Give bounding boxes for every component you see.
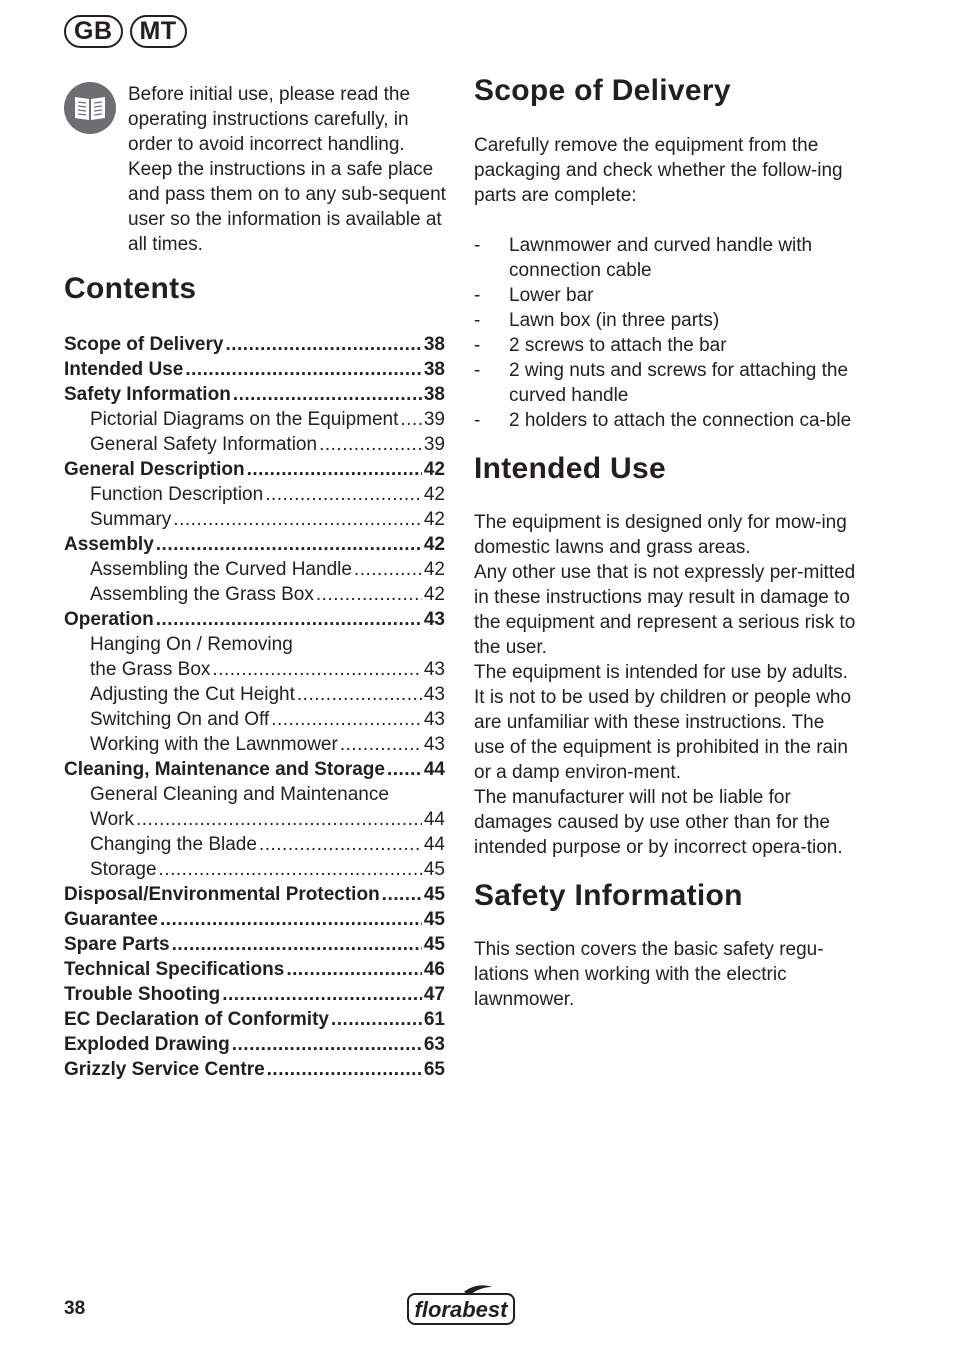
safety-title: Safety Information	[474, 879, 743, 912]
toc-entry	[64, 507, 445, 532]
toc-entry-page: 65	[423, 1059, 445, 1080]
toc-entry-label: General Cleaning and Maintenance	[90, 784, 389, 805]
toc-entry-page: 42	[423, 509, 445, 530]
toc-entry-page: 42	[423, 459, 445, 480]
toc-entry	[64, 407, 445, 432]
right-column	[474, 70, 858, 1012]
toc-entry-label: Intended Use	[64, 359, 184, 380]
logo-text: florabest	[414, 1297, 508, 1322]
toc-entry-label: Assembling the Grass Box	[90, 584, 314, 605]
toc-entry-page: 43	[423, 734, 445, 755]
toc-entry	[64, 732, 445, 757]
intended-use-body	[474, 510, 858, 860]
toc-entry-page: 42	[423, 584, 445, 605]
toc-entry-label: Disposal/Environmental Protection	[64, 884, 380, 905]
toc-entry	[64, 907, 445, 932]
list-item: - 2 holders to attach the connection ca-ble	[474, 410, 852, 431]
toc-dot-leader	[247, 457, 422, 482]
toc-entry	[64, 1007, 445, 1032]
list-item: - 2 screws to attach the bar	[474, 335, 727, 356]
toc-entry-page: 47	[423, 984, 445, 1005]
toc-entry-label: Guarantee	[64, 909, 158, 930]
scope-intro: Carefully remove the equipment from the packaging and check whether the follow-ing parts are complete:	[474, 135, 843, 206]
toc-entry-page: 39	[423, 434, 445, 455]
toc-dot-leader	[156, 607, 422, 632]
toc-entry-label: EC Declaration of Conformity	[64, 1009, 329, 1030]
safety-text: This section covers the basic safety regu-lations when working with the electric lawnmower.	[474, 939, 824, 1010]
list-item: - Lawnmower and curved handle with connection cable	[474, 235, 813, 281]
toc-entry-label: General Safety Information	[90, 434, 318, 455]
toc-entry-label: Assembling the Curved Handle	[90, 559, 352, 580]
toc-dot-leader	[267, 1057, 422, 1082]
intended-use-paragraph: Any other use that is not expressly per-mitted in these instructions may result in damage to the equipment and represent a serious risk to the user.	[474, 562, 856, 658]
toc-entry	[64, 432, 445, 457]
toc-dot-leader	[271, 707, 422, 732]
list-item: - 2 wing nuts and screws for attaching the curved handle	[474, 360, 849, 406]
toc-entry-page: 45	[423, 859, 445, 880]
toc-dot-leader	[297, 682, 422, 707]
toc-entry-label: Hanging On / Removing	[90, 634, 293, 655]
toc-dot-leader	[354, 557, 422, 582]
language-badge-mt: MT	[130, 15, 187, 48]
toc-entry-label: Work	[90, 809, 134, 830]
toc-entry-page: 42	[423, 534, 445, 555]
toc-entry-page: 39	[423, 409, 445, 430]
toc-dot-leader	[212, 657, 421, 682]
page-number: 38	[64, 1298, 86, 1319]
toc-dot-leader	[136, 807, 422, 832]
toc-dot-leader	[387, 757, 422, 782]
intended-use-paragraph: The equipment is designed only for mow-ing domestic lawns and grass areas.	[474, 512, 847, 558]
toc-entry-page: 38	[423, 359, 445, 380]
toc-entry-label: Storage	[90, 859, 157, 880]
toc-entry-page: 43	[423, 709, 445, 730]
toc-entry	[64, 857, 445, 882]
language-badge-gb: GB	[64, 15, 123, 48]
toc-dot-leader	[233, 382, 422, 407]
toc-entry-page: 42	[423, 484, 445, 505]
toc-entry-label: Assembly	[64, 534, 154, 555]
toc-entry-page: 63	[423, 1034, 445, 1055]
toc-dot-leader	[319, 432, 422, 457]
toc-entry	[64, 682, 445, 707]
toc-entry	[64, 607, 445, 632]
toc-entry-label: Spare Parts	[64, 934, 170, 955]
toc-entry-label: Working with the Lawnmower	[90, 734, 338, 755]
toc-entry	[64, 882, 445, 907]
toc-dot-leader	[265, 482, 422, 507]
toc-dot-leader	[382, 882, 422, 907]
toc-dot-leader	[286, 957, 422, 982]
toc-entry-label: Adjusting the Cut Height	[90, 684, 295, 705]
toc-dot-leader	[340, 732, 422, 757]
list-item: - Lower bar	[474, 285, 594, 306]
toc-entry	[64, 357, 445, 382]
toc-dot-leader	[225, 332, 421, 357]
toc-entry-page: 46	[423, 959, 445, 980]
toc-entry	[64, 832, 445, 857]
toc-entry-page: 45	[423, 934, 445, 955]
contents-title: Contents	[64, 272, 197, 305]
toc-entry-label: Scope of Delivery	[64, 334, 224, 355]
toc-entry	[64, 557, 445, 582]
toc-dot-leader	[159, 857, 422, 882]
toc-dot-leader	[400, 407, 421, 432]
toc-entry-label: Operation	[64, 609, 154, 630]
toc-entry-label: Technical Specifications	[64, 959, 285, 980]
toc-entry-label: Trouble Shooting	[64, 984, 221, 1005]
toc-entry-label: Cleaning, Maintenance and Storage	[64, 759, 385, 780]
toc-dot-leader	[222, 982, 422, 1007]
language-badges	[64, 15, 187, 48]
toc-entry-page: 38	[423, 334, 445, 355]
intended-use-paragraph: The equipment is intended for use by adults. It is not to be used by children or people who are unfamiliar with these instructions. The use of the equipment is prohibited in the rain or a damp environ-ment.	[474, 662, 852, 783]
toc-entry-label: the Grass Box	[90, 659, 211, 680]
toc-entry	[64, 1032, 445, 1057]
toc-dot-leader	[160, 907, 422, 932]
intended-use-paragraph: The manufacturer will not be liable for damages caused by use other than for the intended purpose or by incorrect opera-tion.	[474, 787, 843, 858]
toc-entry	[64, 457, 445, 482]
toc-entry-label: Safety Information	[64, 384, 231, 405]
toc-entry-label: Switching On and Off	[90, 709, 270, 730]
table-of-contents	[64, 332, 445, 1082]
toc-entry	[64, 632, 445, 657]
toc-entry-page: 43	[423, 659, 445, 680]
toc-entry	[64, 382, 445, 407]
toc-entry-label: Function Description	[90, 484, 264, 505]
toc-entry-page: 43	[423, 684, 445, 705]
toc-dot-leader	[156, 532, 422, 557]
scope-title: Scope of Delivery	[474, 74, 731, 107]
list-item: - Lawn box (in three parts)	[474, 310, 720, 331]
toc-dot-leader	[232, 1032, 422, 1057]
toc-entry	[64, 532, 445, 557]
toc-entry	[64, 932, 445, 957]
toc-entry	[64, 1057, 445, 1082]
toc-entry-page: 38	[423, 384, 445, 405]
toc-entry	[64, 582, 445, 607]
toc-dot-leader	[316, 582, 422, 607]
toc-entry-page: 44	[423, 759, 445, 780]
toc-entry	[64, 982, 445, 1007]
toc-entry	[64, 707, 445, 732]
toc-entry-label: Exploded Drawing	[64, 1034, 230, 1055]
toc-entry-page: 61	[423, 1009, 445, 1030]
florabest-logo	[406, 1284, 516, 1326]
toc-entry-page: 45	[423, 909, 445, 930]
toc-entry-page: 44	[423, 834, 445, 855]
toc-entry-page: 42	[423, 559, 445, 580]
intended-use-title: Intended Use	[474, 452, 666, 485]
toc-entry-label: Grizzly Service Centre	[64, 1059, 265, 1080]
toc-dot-leader	[185, 357, 422, 382]
toc-entry	[64, 657, 445, 682]
toc-dot-leader	[173, 507, 422, 532]
toc-entry	[64, 757, 445, 782]
toc-dot-leader	[172, 932, 422, 957]
toc-dot-leader	[331, 1007, 422, 1032]
toc-entry	[64, 807, 445, 832]
toc-entry-label: Summary	[90, 509, 172, 530]
toc-dot-leader	[259, 832, 422, 857]
toc-entry-label: Pictorial Diagrams on the Equipment	[90, 409, 399, 430]
toc-entry-page: 44	[423, 809, 445, 830]
toc-entry-label: General Description	[64, 459, 245, 480]
scope-list	[474, 233, 858, 433]
toc-entry-page: 45	[423, 884, 445, 905]
toc-entry	[64, 957, 445, 982]
intro-text: Before initial use, please read the operating instructions carefully, in order to avoid incorrect handling. Keep the instructions in a safe place and pass them on to any sub-sequent user so the information is available at all times.	[128, 84, 446, 255]
toc-entry	[64, 332, 445, 357]
toc-entry-label: Changing the Blade	[90, 834, 257, 855]
book-icon	[64, 82, 116, 134]
toc-entry	[64, 482, 445, 507]
toc-entry-page: 43	[423, 609, 445, 630]
toc-entry	[64, 782, 445, 807]
